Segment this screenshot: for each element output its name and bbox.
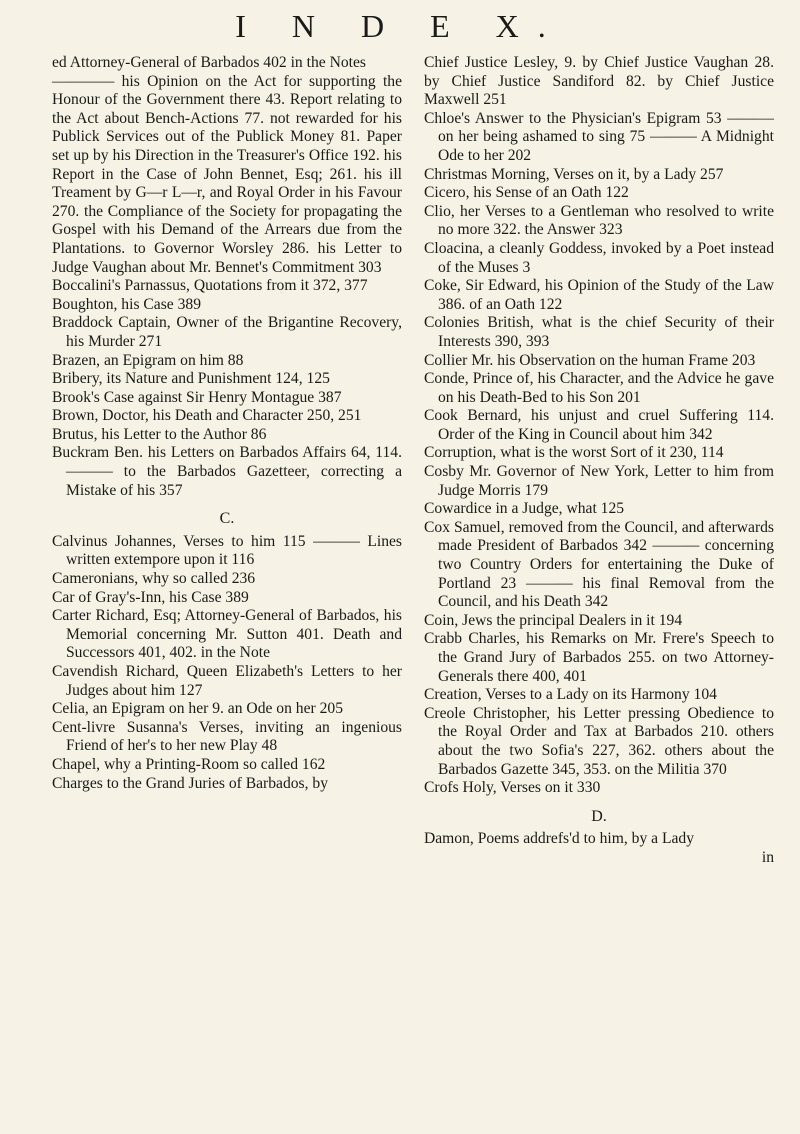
page-header: I N D E X. — [235, 8, 565, 44]
index-entry: Brutus, his Letter to the Author 86 — [52, 425, 267, 443]
index-entry: Cameronians, why so called 236 — [52, 570, 256, 588]
index-entry: Crabb Charles, his Remarks on Mr. Frere's Speech to the Grand Jury of Barbados 255. on two Attorney-Generals there 400, 401 — [424, 630, 774, 685]
index-entry: Boccalini's Parnassus, Quotations from it 372, 377 — [52, 277, 368, 295]
index-entry: Creole Christopher, his Letter pressing Obedience to the Royal Order and Tax at Barbados 210. others about the two Sofia's 227, 362. others about the Barbados Gazette 345, 353. on the Militia 370 — [424, 704, 774, 778]
index-entry: Calvinus Johannes, Verses to him 115 ——— Lines written extempore upon it 116 — [52, 532, 402, 569]
index-entry: Brown, Doctor, his Death and Character 250, 251 — [52, 407, 362, 425]
index-entry: Charges to the Grand Juries of Barbados, by — [52, 774, 329, 792]
index-entry: Cox Samuel, removed from the Council, and afterwards made President of Barbados 342 ——— concerning two Country Orders for entertaining the Duke of Portland 23 ——— his final Removal from the Council, and his Death 342 — [424, 518, 774, 611]
index-entry: Chief Justice Lesley, 9. by Chief Justice Vaughan 28. by Chief Justice Sandiford 82. by Chief Justice Maxwell 251 — [424, 54, 774, 109]
index-entry: Conde, Prince of, his Character, and the Advice he gave on his Death-Bed to his Son 201 — [424, 370, 774, 406]
index-entry: Brook's Case against Sir Henry Montague 387 — [52, 388, 342, 406]
index-entry: Christmas Morning, Verses on it, by a Lady 257 — [424, 165, 724, 183]
index-entry: Buckram Ben. his Letters on Barbados Affairs 64, 114. ——— to the Barbados Gazetteer, correcting a Mistake of his 357 — [52, 444, 402, 499]
section-letter: D. — [591, 807, 607, 825]
index-entry: Clio, her Verses to a Gentleman who resolved to write no more 322. the Answer 323 — [424, 202, 774, 239]
index-entry: Car of Gray's-Inn, his Case 389 — [52, 588, 249, 606]
index-entry: Cook Bernard, his unjust and cruel Suffering 114. Order of the King in Council about him 342 — [424, 407, 774, 443]
left-column — [52, 54, 402, 793]
index-entry: Cloacina, a cleanly Goddess, invoked by a Poet instead of the Muses 3 — [424, 239, 774, 276]
index-entry: Coin, Jews the principal Dealers in it 194 — [424, 611, 683, 629]
index-entry: Chloe's Answer to the Physician's Epigram 53 ——— on her being ashamed to sing 75 ——— A Midnight Ode to her 202 — [424, 109, 774, 164]
index-entry: ed Attorney-General of Barbados 402 in the Notes — [52, 54, 366, 71]
index-entry: ———— his Opinion on the Act for supporting the Honour of the Government there 43. Report relating to the Act about Bench-Actions 77. not rewarded for his Publick Services out of the Publick Money 81. Paper set up by his Direction in the Treasurer's Office 192. his Report in the Case of John Bennet, Esq; 261. his ill Treament by G—r L—r, and Royal Order in his Favour 270. the Compliance of the Society for propagating the Gospel with his Demand of the Arrears due from the Plantations. to Governor Worsley 286. his Letter to Judge Vaughan about Mr. Bennet's Commitment 303 — [52, 72, 402, 276]
index-entry: Celia, an Epigram on her 9. an Ode on her 205 — [52, 700, 343, 718]
index-entry: Boughton, his Case 389 — [52, 295, 202, 313]
index-entry: Cavendish Richard, Queen Elizabeth's Letters to her Judges about him 127 — [52, 663, 402, 699]
index-entry: Colonies British, what is the chief Security of their Interests 390, 393 — [424, 314, 774, 350]
index-entry: Carter Richard, Esq; Attorney-General of Barbados, his Memorial concerning Mr. Sutton 401. Death and Successors 401, 402. in the Note — [52, 607, 402, 662]
index-entry: Bribery, its Nature and Punishment 124, 125 — [52, 370, 330, 388]
index-entry: Cent-livre Susanna's Verses, inviting an ingenious Friend of her's to her new Play 48 — [52, 718, 402, 755]
index-entry: Collier Mr. his Observation on the human Frame 203 — [424, 351, 756, 369]
catchword: in — [761, 848, 774, 866]
index-entry: Corruption, what is the worst Sort of it 230, 114 — [424, 444, 724, 462]
index-entry: Cicero, his Sense of an Oath 122 — [424, 184, 629, 202]
index-entry: Crofs Holy, Verses on it 330 — [424, 779, 601, 797]
index-entry: Coke, Sir Edward, his Opinion of the Study of the Law 386. of an Oath 122 — [424, 277, 774, 313]
index-entry: Braddock Captain, Owner of the Brigantine Recovery, his Murder 271 — [52, 314, 402, 350]
index-entry: Damon, Poems addrefs'd to him, by a Lady — [424, 830, 695, 848]
index-entry: Brazen, an Epigram on him 88 — [52, 351, 244, 369]
index-entry: Cowardice in a Judge, what 125 — [424, 500, 625, 518]
index-entry: Cosby Mr. Governor of New York, Letter to him from Judge Morris 179 — [424, 463, 774, 499]
index-entry: Chapel, why a Printing-Room so called 162 — [52, 755, 326, 773]
right-column — [424, 54, 774, 868]
index-entry: Creation, Verses to a Lady on its Harmony 104 — [424, 686, 717, 704]
section-letter: C. — [219, 510, 235, 528]
